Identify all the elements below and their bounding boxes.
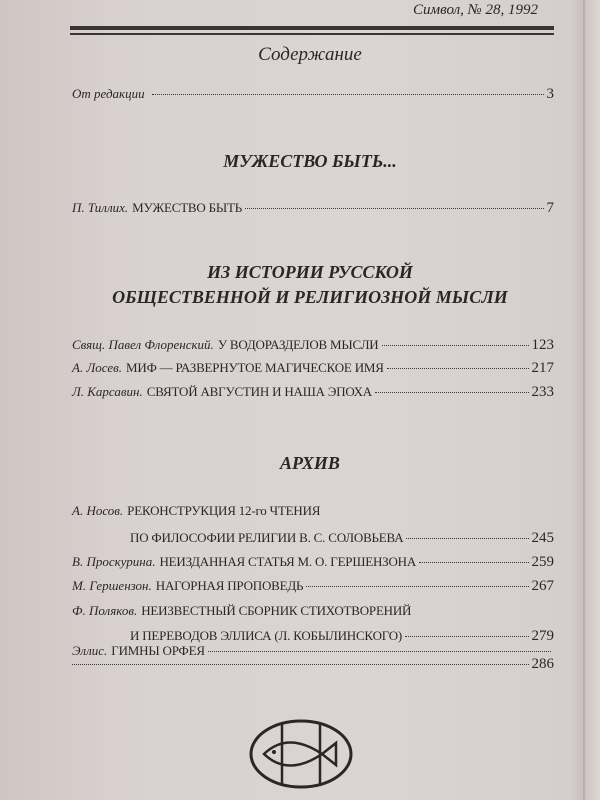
dot-leader: [382, 345, 529, 346]
entry-author: М. Гершензон.: [72, 578, 152, 593]
toc-entry[interactable]: [72, 337, 554, 354]
dot-leader: [405, 636, 528, 637]
entry-title: МИФ — РАЗВЕРНУТОЕ МАГИЧЕСКОЕ ИМЯ: [126, 360, 384, 375]
entry-title: От редакции: [72, 86, 145, 101]
section-heading: АРХИВ: [280, 453, 340, 473]
page-number: 267: [531, 578, 554, 594]
entry-author: А. Носов.: [72, 503, 124, 518]
page-number: 259: [531, 554, 554, 570]
dot-leader: [406, 538, 528, 539]
page-number: 279: [531, 628, 554, 644]
entry-author: Л. Карсавин.: [72, 384, 143, 399]
dot-leader: [387, 368, 529, 369]
entry-title: НАГОРНАЯ ПРОПОВЕДЬ: [155, 578, 304, 593]
entry-title: НЕИЗВЕСТНЫЙ СБОРНИК СТИХОТВОРЕНИЙ: [141, 603, 412, 618]
toc-entry[interactable]: [72, 503, 554, 519]
page-number: 3: [546, 86, 554, 102]
toc-entry[interactable]: [72, 360, 554, 377]
page-number: 286: [531, 656, 554, 672]
dot-leader: [306, 586, 528, 587]
section-heading-line-1: ИЗ ИСТОРИИ РУССКОЙ: [207, 262, 413, 282]
dot-leader: [375, 392, 529, 393]
entry-title: РЕКОНСТРУКЦИЯ 12-го ЧТЕНИЯ: [127, 503, 321, 518]
section-heading-line-2: ОБЩЕСТВЕННОЙ И РЕЛИГИОЗНОЙ МЫСЛИ: [112, 287, 508, 307]
entry-author: В. Проскурина.: [72, 554, 156, 569]
entry-author: А. Лосев.: [72, 360, 123, 375]
running-header: Символ, № 28, 1992: [413, 2, 538, 18]
page-number: 7: [546, 200, 554, 216]
header-rule-thin: [70, 33, 554, 35]
adjacent-page-edge: [583, 0, 585, 800]
toc-entry[interactable]: [72, 384, 554, 401]
section-heading: МУЖЕСТВО БЫТЬ...: [223, 151, 397, 171]
dot-leader: [208, 651, 551, 652]
page-number: 217: [531, 360, 554, 376]
entry-author: П. Тиллих.: [72, 200, 129, 215]
toc-entry-page-line: [72, 656, 554, 673]
toc-entry[interactable]: [72, 578, 554, 595]
entry-author: Свящ. Павел Флоренский.: [72, 337, 214, 352]
page-number: 245: [531, 530, 554, 546]
dot-leader: [245, 208, 543, 209]
entry-title: НЕИЗДАННАЯ СТАТЬЯ М. О. ГЕРШЕНЗОНА: [159, 554, 417, 569]
toc-entry[interactable]: [72, 603, 554, 619]
page-number: 123: [531, 337, 554, 353]
entry-title: У ВОДОРАЗДЕЛОВ МЫСЛИ: [217, 337, 379, 352]
contents-title: Содержание: [258, 44, 362, 65]
entry-title: СВЯТОЙ АВГУСТИН И НАША ЭПОХА: [146, 384, 372, 399]
entry-title: ГИМНЫ ОРФЕЯ: [111, 643, 205, 658]
entry-title-continued: ПО ФИЛОСОФИИ РЕЛИГИИ В. С. СОЛОВЬЕВА: [130, 530, 404, 545]
entry-author: Эллис.: [72, 643, 108, 658]
header-rule-thick: [70, 26, 554, 30]
entry-author: Ф. Поляков.: [72, 603, 138, 618]
entry-title: МУЖЕСТВО БЫТЬ: [132, 200, 243, 215]
entry-title-continued: И ПЕРЕВОДОВ ЭЛЛИСА (Л. КОБЫЛИНСКОГО): [130, 628, 403, 643]
toc-entry[interactable]: [72, 200, 554, 217]
toc-entry-continuation[interactable]: [130, 530, 554, 547]
dot-leader: [152, 94, 544, 95]
dot-leader: [419, 562, 528, 563]
toc-entry[interactable]: [72, 86, 554, 103]
dot-leader: [72, 664, 529, 665]
publisher-fish-logo-icon: [248, 717, 354, 791]
page-number: 233: [531, 384, 554, 400]
toc-entry[interactable]: [72, 554, 554, 571]
